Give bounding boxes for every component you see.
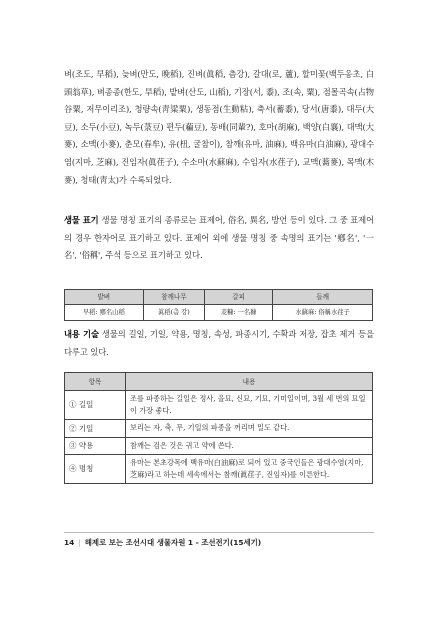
page-footer <box>64 532 374 548</box>
page-number: 14 <box>64 538 75 547</box>
table-cell-item: ③ 약용 <box>65 437 126 454</box>
name-table-header: 갈피 <box>205 290 273 305</box>
name-table-cell: 麦糠: 一名穅 <box>205 305 273 321</box>
name-section-text: 생물 명칭 표기의 종류로는 표제어, 俗名, 異名, 방언 등이 있다. 그 중 표제어의 경우 한자어로 표기하고 있다. 표제어 외에 생물 명칭 중 속명의 표기는 '鄕名', '一名', '俗稱', 주석 등으로 표기하고 있다. <box>64 215 374 261</box>
name-table-header: 밭벼 <box>65 290 144 305</box>
content-section <box>64 326 374 361</box>
name-table-cell: 眞稻(츰 강) <box>143 305 205 321</box>
table-cell-content: 보리는 자, 축, 무, 기일의 파종을 꺼리며 밀도 같다. <box>126 420 373 437</box>
name-table-header-row <box>65 290 373 305</box>
name-table-header: 참깨나무 <box>143 290 205 305</box>
table-cell-content: 유마는 본초강목에 백유마(白油麻)로 되어 있고 중국인들은 광대수염(지마, 芝麻)라고 하는데 세속에서는 참깨(眞荏子, 진임자)를 이른한다. <box>126 454 373 483</box>
content-table-header-item: 항목 <box>65 373 126 391</box>
table-cell-content: 참깨는 검은 것은 귀고 약에 쓴다. <box>126 437 373 454</box>
content-section-heading: 내용 기술 <box>64 329 99 339</box>
content-table-header-content: 내용 <box>126 373 373 391</box>
name-table-cell: 早稻: 鄕名山稻 <box>65 305 144 321</box>
content-table-header-row <box>65 373 373 391</box>
name-section <box>64 212 374 265</box>
table-row <box>65 391 373 420</box>
intro-paragraph <box>64 66 374 189</box>
footer-separator: | <box>78 538 81 547</box>
book-title: 해제로 보는 조선시대 생물자원 1 - 조선전기(15세기) <box>84 538 262 547</box>
content-table <box>64 372 373 484</box>
name-section-heading: 생물 표기 <box>64 215 99 225</box>
table-cell-item: ④ 명칭 <box>65 454 126 483</box>
table-cell-item: ② 기일 <box>65 420 126 437</box>
name-table-cell: 水蘇麻: 俗稱水荏子 <box>273 305 373 321</box>
content-section-text: 생물의 길일, 기일, 약용, 명칭, 속성, 파종시기, 수확과 저장, 잡초 제거 등을 다루고 있다. <box>64 329 374 357</box>
name-table-header: 들깨 <box>273 290 373 305</box>
table-cell-item: ① 길일 <box>65 391 126 420</box>
table-row <box>65 454 373 483</box>
table-cell-content: 조를 파종하는 길일은 정사, 을묘, 신묘, 기묘, 기미일이며, 3월 세 번의 묘일이 가장 좋다. <box>126 391 373 420</box>
table-row <box>65 437 373 454</box>
table-row <box>65 420 373 437</box>
name-table-row <box>65 305 373 321</box>
intro-text: 벼(조도, 早稻), 늦벼(만도, 晩稻), 진벼(眞稻, 츰강), 갈대(로, 蘆), 할미꽃(백두옹초, 白頭翁草), 벼종종(한도, 旱稻), 밭벼(산도, 山稻), 기장(서, 黍), 조(속, 粟), 점몰곡속(占物谷粟, 저무이리조), 청량속(靑粱粟), 생동점(生動粘), 축서(蓄黍), 당서(唐黍), 대두(大豆), 소두(小豆), 녹두(菉豆) 편두(藊豆), 동배(同輩?), 호마(胡麻), 백양(白襄), 대맥(大麥), 소맥(小麥), 춘모(春牟), 유(杻, 굴참이), 참깨(유마, 油麻), 백유마(白油麻), 광대수염(지마, 芝麻), 진임자(眞荏子), 수소마(水蘇麻), 수임자(水荏子), 교맥(蕎麥), 목맥(木麥), 청태(靑太)가 수록되었다. <box>64 69 374 185</box>
name-table <box>64 289 373 321</box>
